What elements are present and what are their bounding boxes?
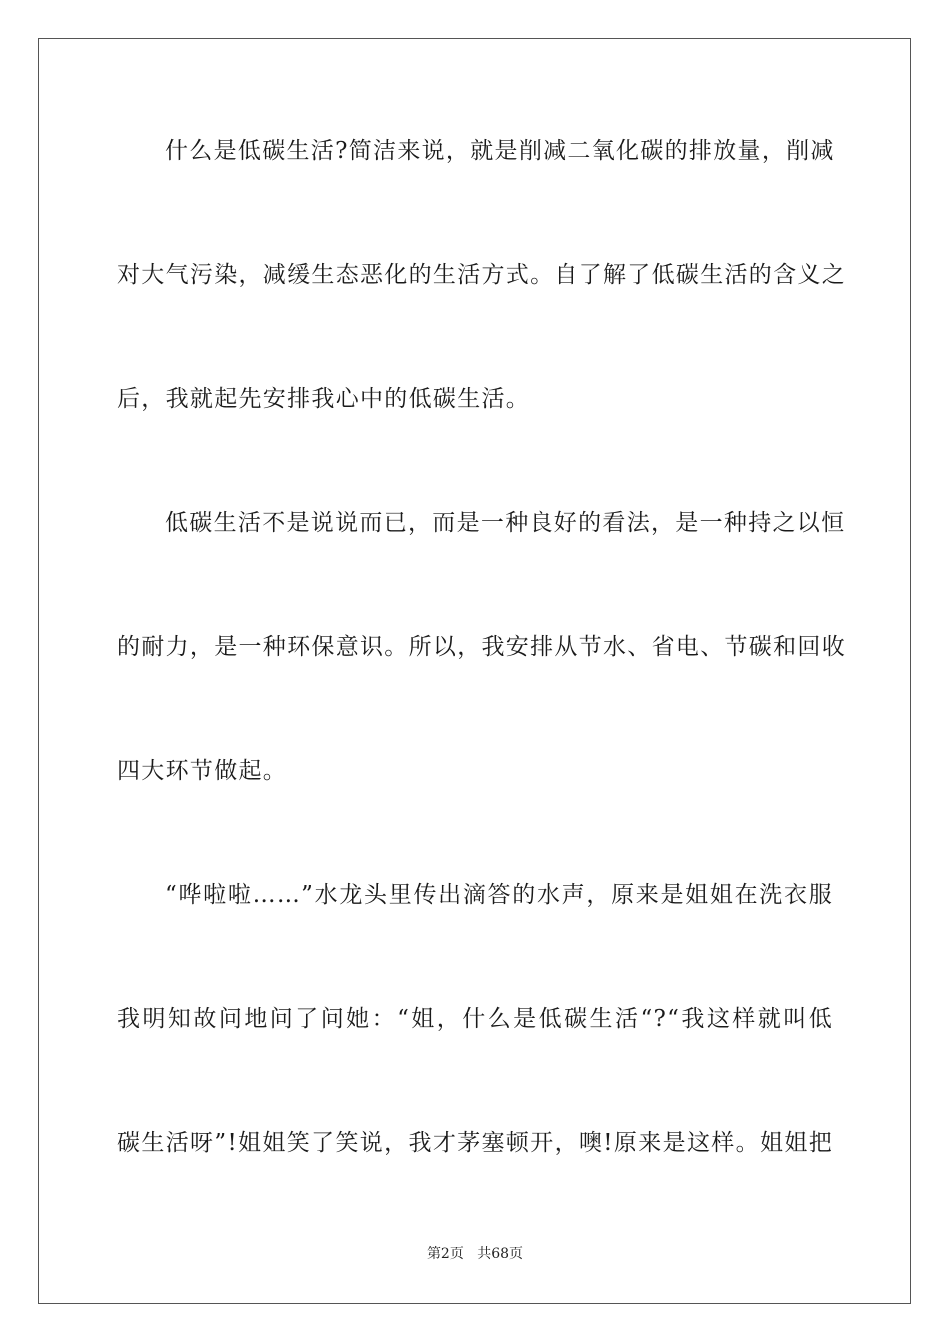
paragraph-3-line-3: 碳生活呀”!姐姐笑了笑说，我才茅塞顿开，噢!原来是这样。姐姐把 bbox=[117, 1130, 833, 1156]
paragraph-3-line-2: 我明知故问地问了问她：“姐，什么是低碳生活“?“我这样就叫低 bbox=[117, 1006, 833, 1032]
paragraph-2-line-2: 的耐力，是一种环保意识。所以，我安排从节水、省电、节碳和回收 bbox=[117, 634, 846, 660]
paragraph-3-line-1: “哗啦啦……”水龙头里传出滴答的水声，原来是姐姐在洗衣服 bbox=[165, 882, 833, 908]
page-footer bbox=[0, 1245, 950, 1263]
page-number: 第2页 bbox=[426, 1246, 464, 1262]
paragraph-1-line-2: 对大气污染，减缓生态恶化的生活方式。自了解了低碳生活的含义之 bbox=[117, 262, 846, 288]
page-total: 共68页 bbox=[477, 1246, 524, 1262]
paragraph-2-line-1: 低碳生活不是说说而已，而是一种良好的看法，是一种持之以恒 bbox=[165, 510, 846, 536]
paragraph-1-line-1: 什么是低碳生活?简洁来说，就是削减二氧化碳的排放量，削减 bbox=[165, 138, 835, 164]
paragraph-1-line-3: 后，我就起先安排我心中的低碳生活。 bbox=[117, 386, 531, 412]
paragraph-2-line-3: 四大环节做起。 bbox=[117, 758, 288, 784]
page-border bbox=[38, 38, 911, 1304]
